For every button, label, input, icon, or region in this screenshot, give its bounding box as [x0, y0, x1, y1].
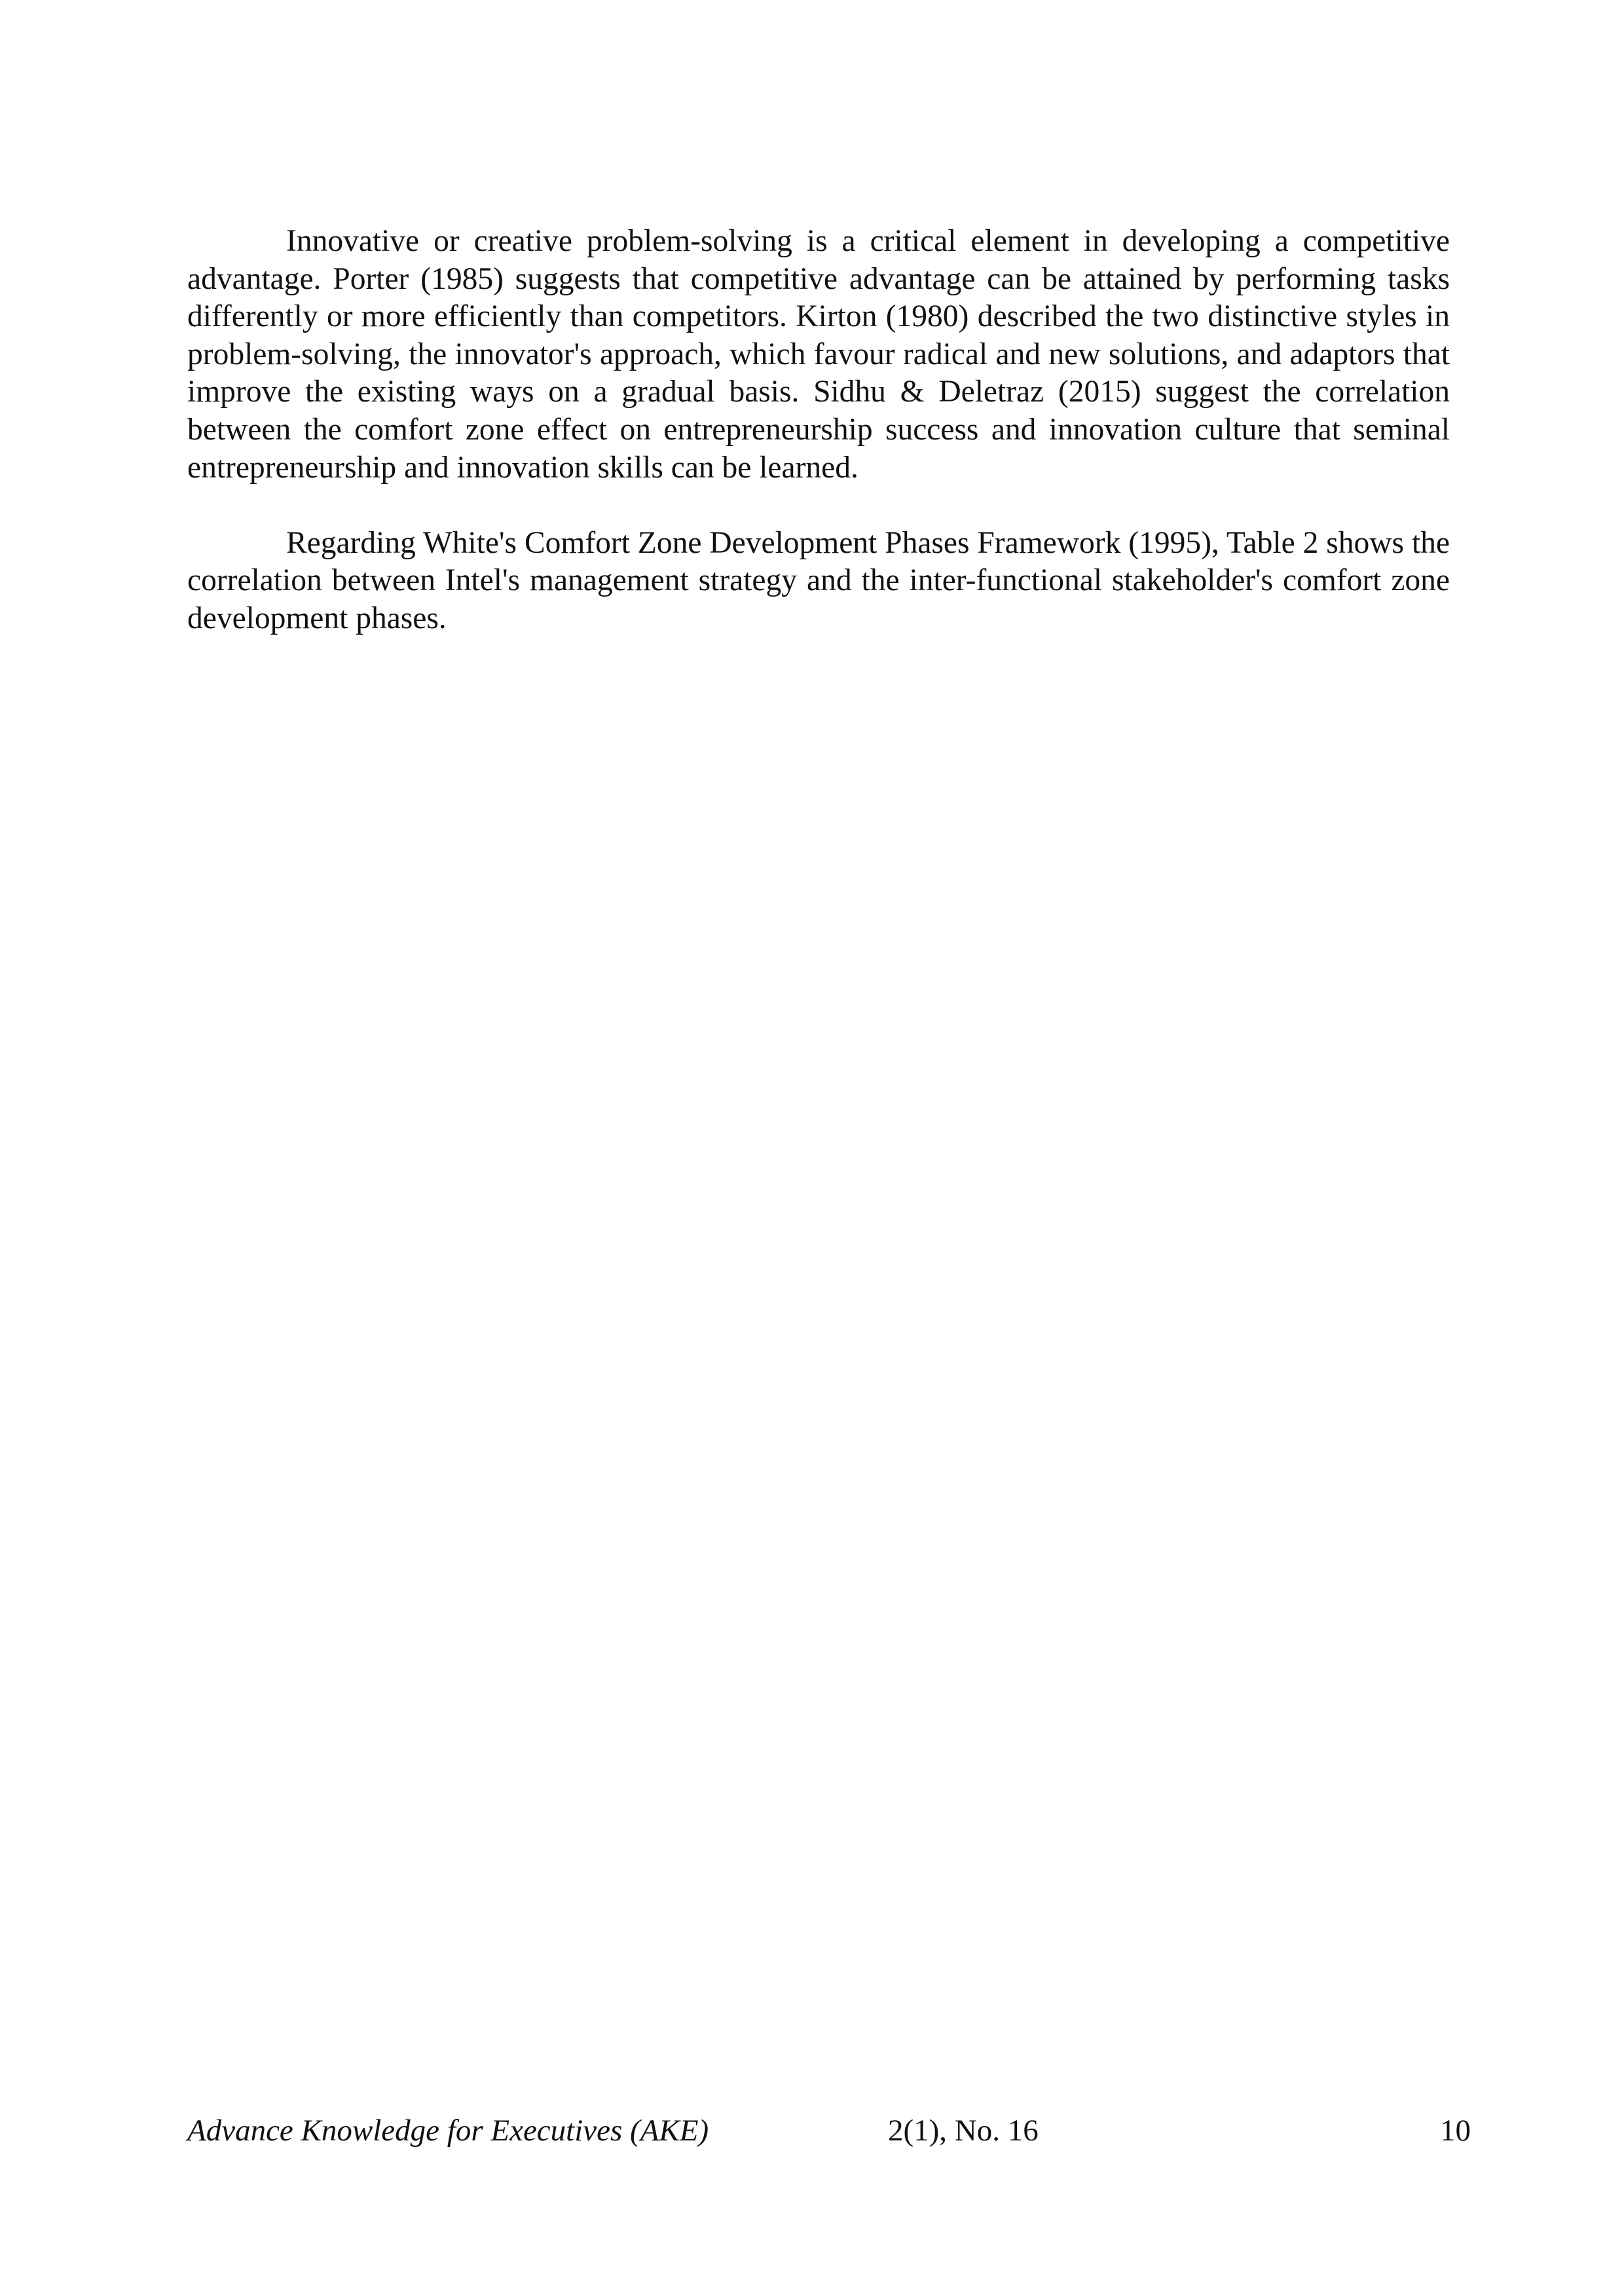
page-footer: [187, 2108, 1471, 2154]
paragraph-problem-solving: Innovative or creative problem-solving is a critical element in developing a competitive advantage. Porter (1985) suggests that competitive advantage can be attained by performing tasks differently or more efficiently than competitors. Kirton (1980) described the two distinctive styles in problem-solving, the innovator's approach, which favour radical and new solutions, and adaptors that improve the existing ways on a gradual basis. Sidhu & Deletraz (2015) suggest the correlation between the comfort zone effect on entrepreneurship success and innovation culture that seminal entrepreneurship and innovation skills can be learned.: [187, 224, 1450, 485]
footer-journal-title: Advance Knowledge for Executives (AKE): [187, 2114, 709, 2148]
body-text: [187, 223, 1450, 638]
paragraph-comfort-zone-framework: Regarding White's Comfort Zone Development Phases Framework (1995), Table 2 shows the correlation between Intel's management strategy and the inter-functional stakeholder's comfort zone development phases.: [187, 525, 1450, 635]
footer-issue-number: 2(1), No. 16: [888, 2114, 1039, 2148]
footer-page-number: 10: [1440, 2114, 1471, 2148]
